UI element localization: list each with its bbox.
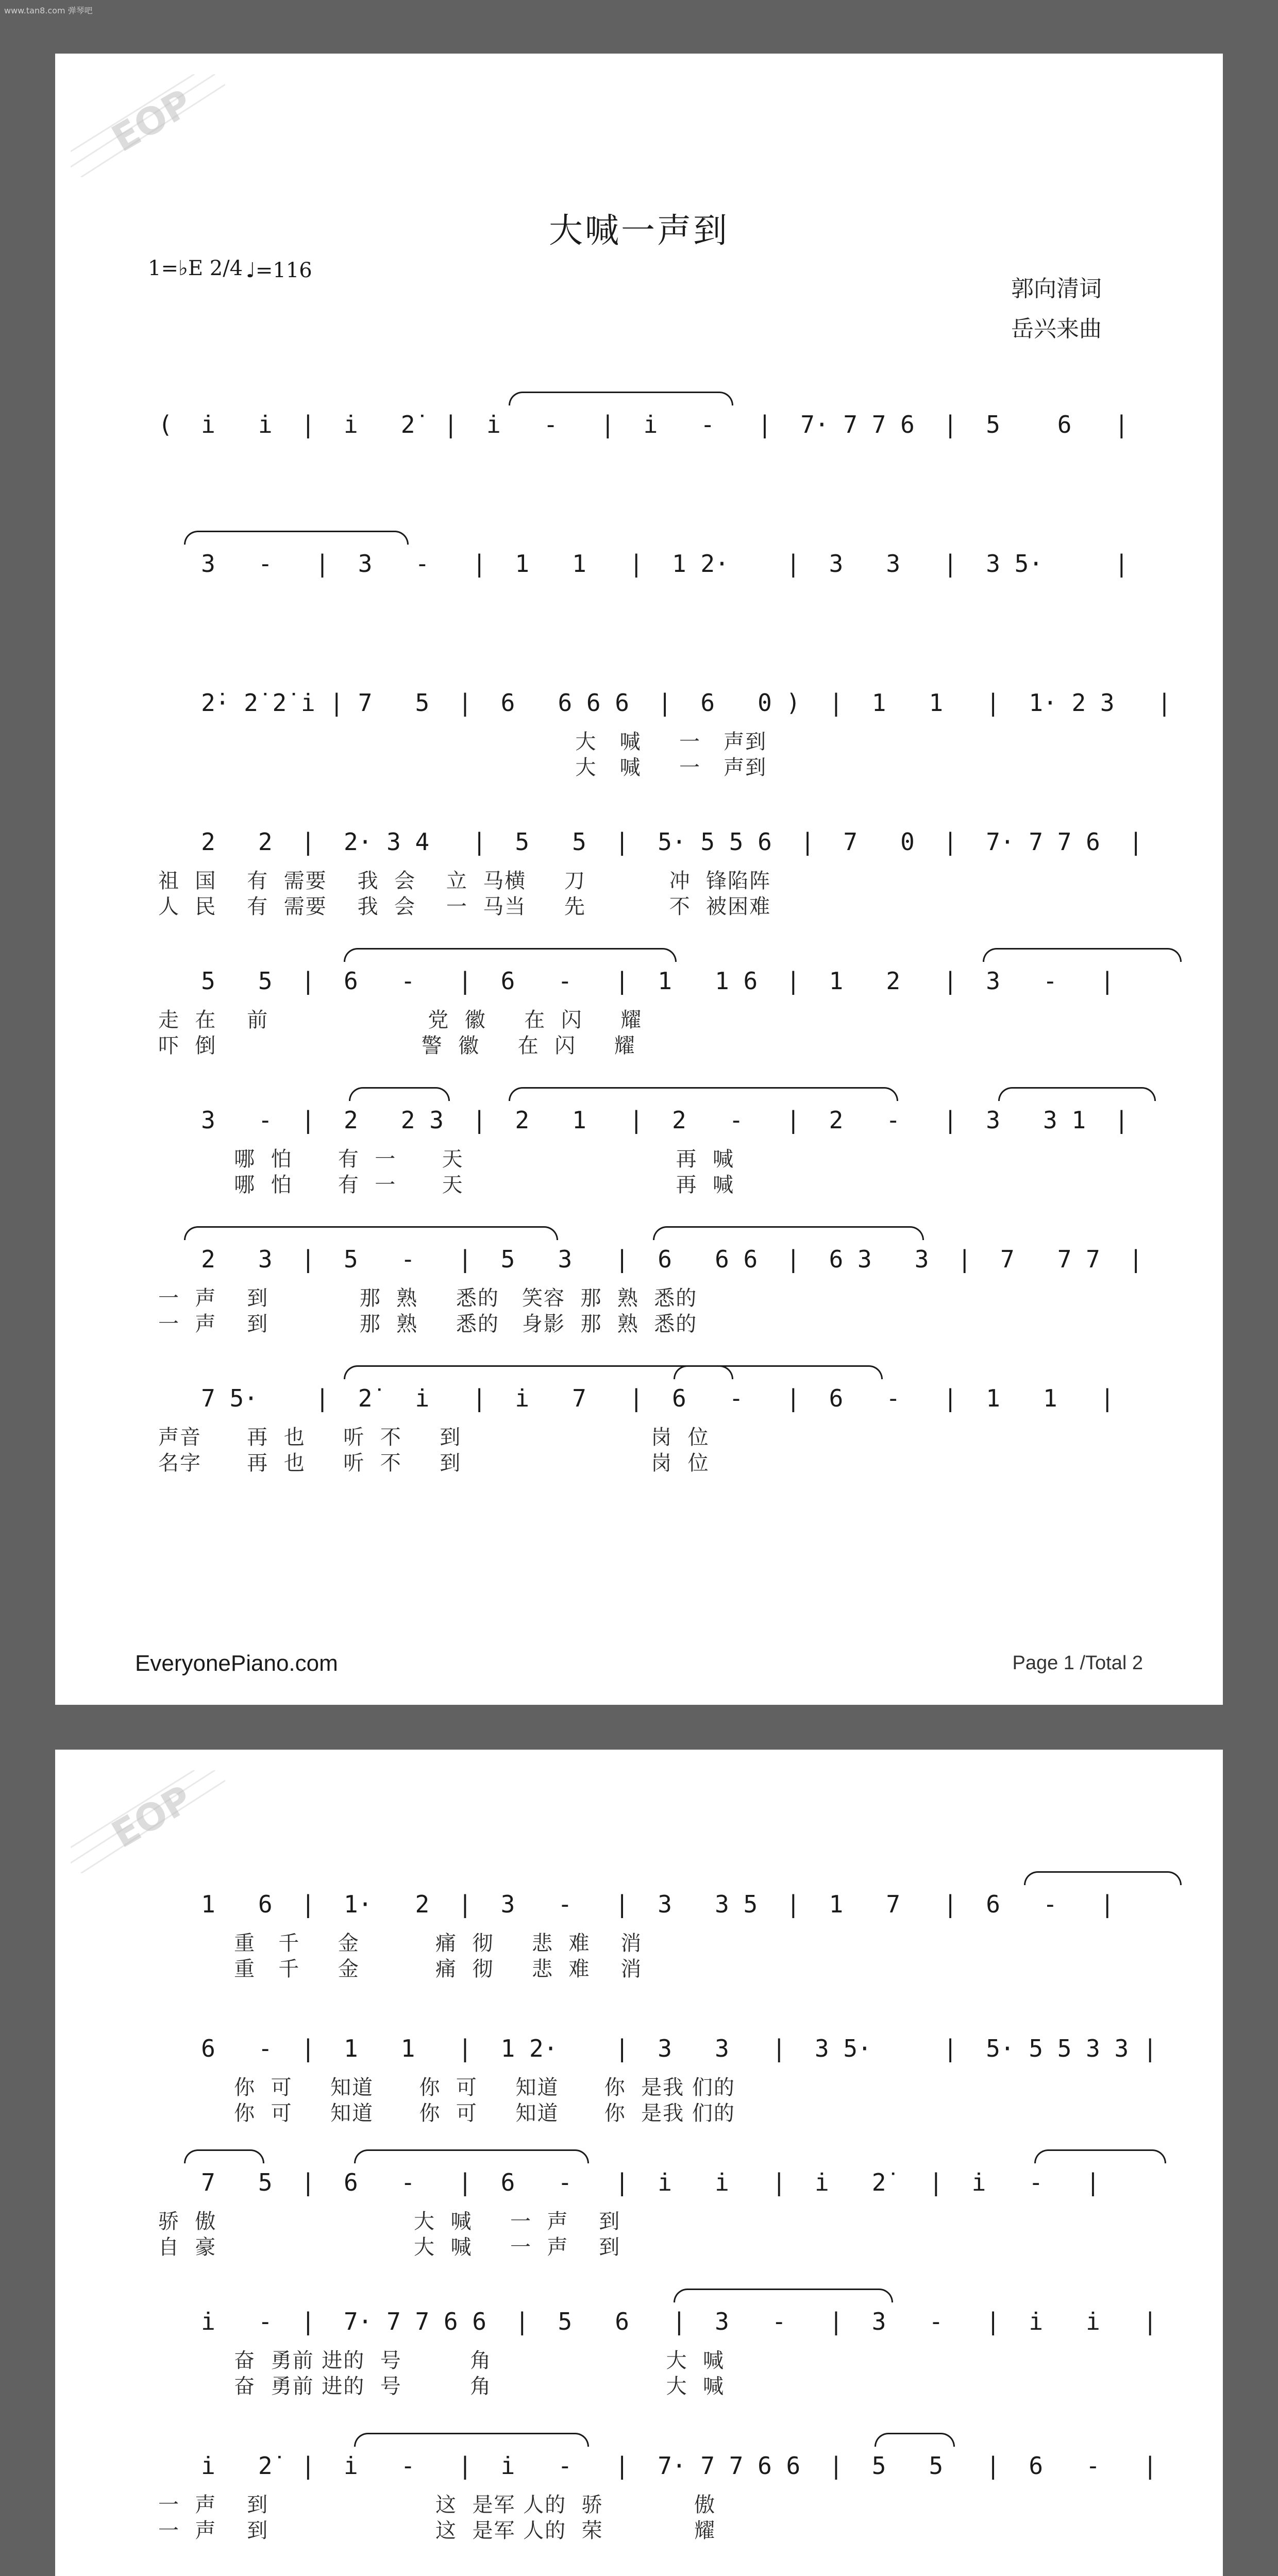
watermark-text: EOP: [104, 1776, 199, 1857]
page-number: Page 1 /Total 2: [1012, 1652, 1143, 1674]
watermark-text: EOP: [104, 80, 199, 161]
notes-line: 6 - | 1 1 | 1 2· | 3 3 | 3 5· | 5· 5 5 3 3 |: [158, 2035, 1157, 2062]
slur: [184, 2149, 264, 2163]
slur: [1024, 1871, 1182, 1885]
score-row: [55, 543, 1223, 636]
notes-line: 7 5· | 2̇ i̇ | i̇ 7 | 6 - | 6 - | 1 1 |: [158, 1384, 1115, 1412]
score-row: [55, 1884, 1223, 1981]
lyrics-verse-2: 吓 倒 警 徽 在 闪 耀: [158, 1034, 636, 1058]
lyrics-verse-1: 一 声 到 这 是军 人的 骄 傲: [158, 2493, 716, 2517]
slur: [1034, 2149, 1166, 2163]
score-row: [55, 821, 1223, 919]
score-row: [55, 1378, 1223, 1475]
score-row: [55, 404, 1223, 497]
slur: [653, 1226, 924, 1240]
lyrics-verse-1: 重 千 金 痛 彻 悲 难 消: [158, 1931, 643, 1955]
eop-watermark: [71, 1770, 225, 1873]
slur: [184, 1226, 558, 1240]
score-row: [55, 2162, 1223, 2259]
notes-line: i̇ - | 7· 7 7 6 6 | 5 6 | 3 - | 3 - | i̇ i̇ |: [158, 2308, 1157, 2335]
notes-line: 3 - | 2 2 3 | 2 1 | 2 - | 2 - | 3 3 1 |: [158, 1106, 1129, 1134]
score-row: [55, 2445, 1223, 2543]
notes-line: 1 6 | 1· 2 | 3 - | 3 3 5 | 1 7 | 6 - |: [158, 1890, 1115, 1918]
lyrics-verse-1: 大 喊 一 声到: [158, 730, 767, 754]
lyrics-verse-2: 人 民 有 需要 我 会 一 马当 先 不 被困难: [158, 895, 771, 919]
lyrics-verse-2: 奋 勇前 进的 号 角 大 喊: [158, 2375, 725, 2398]
lyrics-verse-2: 你 可 知道 你 可 知道 你 是我 们的: [158, 2102, 735, 2125]
key-signature: 1=♭E 2/4: [148, 257, 243, 280]
lyrics-verse-2: 自 豪 大 喊 一 声 到: [158, 2235, 621, 2259]
slur: [674, 1365, 883, 1379]
slur: [509, 1087, 898, 1101]
slur: [349, 1087, 450, 1101]
score-row: [55, 2301, 1223, 2398]
eop-watermark: [71, 74, 225, 177]
lyrics-verse-2: 哪 怕 有 一 天 再 喊: [158, 1173, 735, 1197]
notes-line: 5 5 | 6 - | 6 - | 1 1 6 | 1 2 | 3 - |: [158, 967, 1115, 995]
notes-line: 3 - | 3 - | 1 1 | 1 2· | 3 3 | 3 5· |: [158, 550, 1129, 578]
lyrics-verse-1: 你 可 知道 你 可 知道 你 是我 们的: [158, 2076, 735, 2099]
composer-credit: 岳兴来曲: [1011, 316, 1102, 342]
slur: [344, 948, 677, 962]
lyrics-verse-1: 祖 国 有 需要 我 会 立 马横 刀 冲 锋陷阵: [158, 869, 771, 893]
notes-line: 2 3 | 5 - | 5 3 | 6 6 6 | 6 3 3 | 7 7 7 |: [158, 1245, 1143, 1273]
score-page-1: [55, 54, 1223, 1705]
slur: [184, 531, 409, 545]
lyrics-verse-1: 奋 勇前 进的 号 角 大 喊: [158, 2349, 725, 2372]
slur: [983, 948, 1182, 962]
tempo-mark: ♩=116: [246, 259, 312, 282]
lyrics-verse-2: 大 喊 一 声到: [158, 756, 767, 779]
footer-site: EveryonePiano.com: [135, 1651, 338, 1676]
notes-line: i̇ 2̇ | i̇ - | i̇ - | 7· 7 7 6 6 | 5 5 | 6 - |: [158, 2452, 1157, 2480]
lyrics-verse-1: 声音 再 也 听 不 到 岗 位: [158, 1426, 710, 1449]
song-title: 大喊一声到: [549, 211, 729, 250]
notes-line: 2 2 | 2· 3 4 | 5 5 | 5· 5 5 6 | 7 0 | 7· 7 7 6 |: [158, 828, 1143, 856]
score-row: [55, 682, 1223, 779]
notes-line: 2̇· 2̇ 2̇ i̇ | 7 5 | 6 6 6 6 | 6 0 ) | 1 1 | 1· 2 3 |: [158, 689, 1172, 717]
slur: [674, 2289, 893, 2302]
score-row: [55, 1239, 1223, 1336]
lyricist-credit: 郭向清词: [1011, 276, 1102, 302]
lyrics-verse-2: 名字 再 也 听 不 到 岗 位: [158, 1451, 710, 1475]
slur: [998, 1087, 1156, 1101]
top-bar: [0, 0, 1278, 27]
score-row: [55, 1099, 1223, 1197]
lyrics-verse-2: 一 声 到 这 是军 人的 荣 耀: [158, 2519, 716, 2543]
slur: [509, 392, 733, 405]
site-url: www.tan8.com 弹琴吧: [4, 6, 93, 15]
lyrics-verse-2: 重 千 金 痛 彻 悲 难 消: [158, 1957, 643, 1981]
lyrics-verse-1: 骄 傲 大 喊 一 声 到: [158, 2210, 621, 2233]
slur: [354, 2149, 589, 2163]
slur: [354, 2433, 589, 2447]
score-row: [55, 2028, 1223, 2125]
slur: [875, 2433, 955, 2447]
lyrics-verse-2: 一 声 到 那 熟 悉的 身影 那 熟 悉的: [158, 1312, 698, 1336]
lyrics-verse-1: 一 声 到 那 熟 悉的 笑容 那 熟 悉的: [158, 1286, 698, 1310]
lyrics-verse-1: 走 在 前 党 徽 在 闪 耀: [158, 1008, 643, 1032]
notes-line: 7 5 | 6 - | 6 - | i̇ i̇ | i̇ 2̇ | i̇ - |: [158, 2168, 1100, 2196]
score-page-2: [55, 1750, 1223, 2576]
notes-line: ( i̇ i̇ | i̇ 2̇ | i̇ - | i̇ - | 7· 7 7 6 | 5 6 |: [158, 411, 1129, 438]
lyrics-verse-1: 哪 怕 有 一 天 再 喊: [158, 1147, 735, 1171]
score-row: [55, 960, 1223, 1058]
